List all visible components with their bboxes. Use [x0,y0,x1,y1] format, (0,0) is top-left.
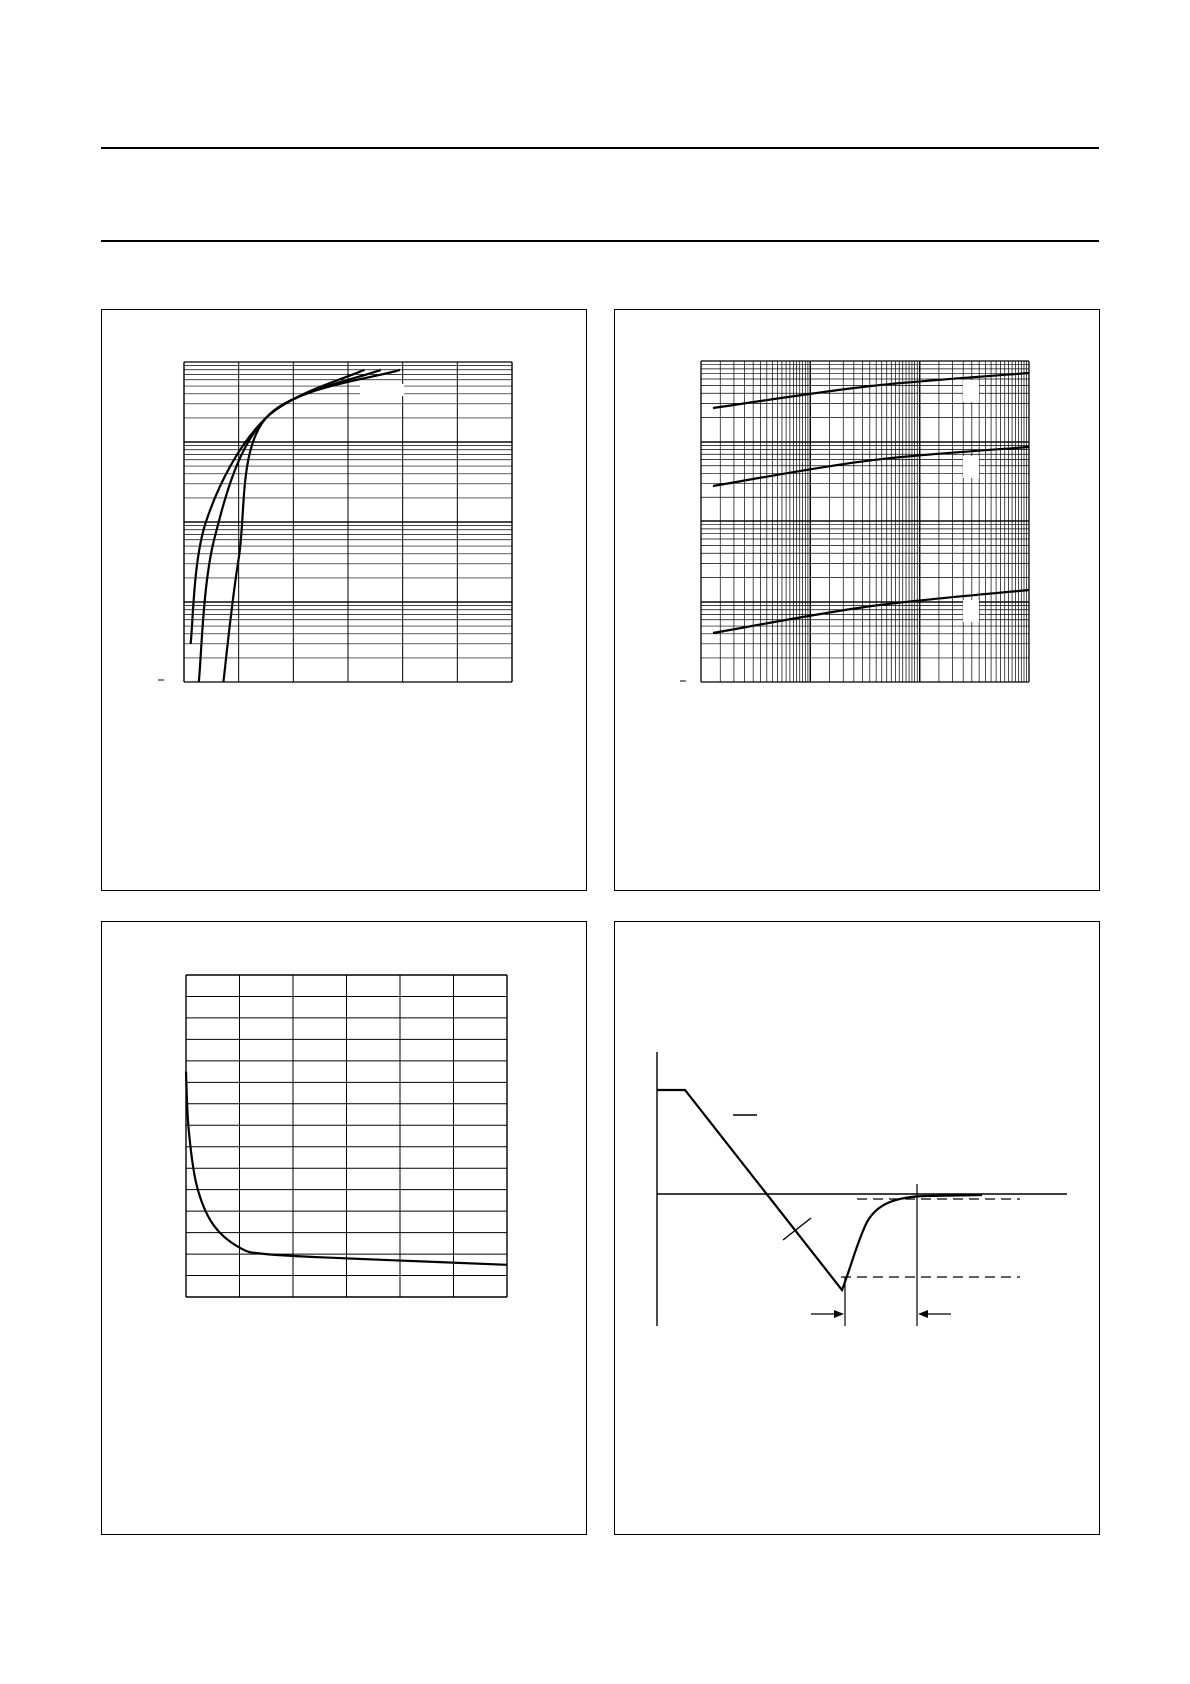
header-rule-bottom [101,240,1099,242]
chart-forward-characteristic [102,310,588,892]
chart-decay-characteristic [102,922,588,1536]
arrow-head-left [834,1310,844,1318]
recovery-current-waveform [657,1090,982,1290]
label-knockout-2 [963,456,979,478]
arrow-head-right [918,1310,928,1318]
diagram-recovery-waveform [615,922,1101,1536]
label-knockout-1 [963,380,979,402]
figure-panel-log-log-characteristic [614,309,1100,891]
figure-panel-recovery-waveform [614,921,1100,1535]
header-rule-top [101,147,1099,149]
chart-log-log-characteristic [615,310,1101,892]
figure-panel-decay-characteristic [101,921,587,1535]
legend-knockout [360,384,404,396]
figure-panel-forward-characteristic [101,309,587,891]
series-curve-1 [191,370,365,644]
label-knockout-3 [963,600,979,622]
